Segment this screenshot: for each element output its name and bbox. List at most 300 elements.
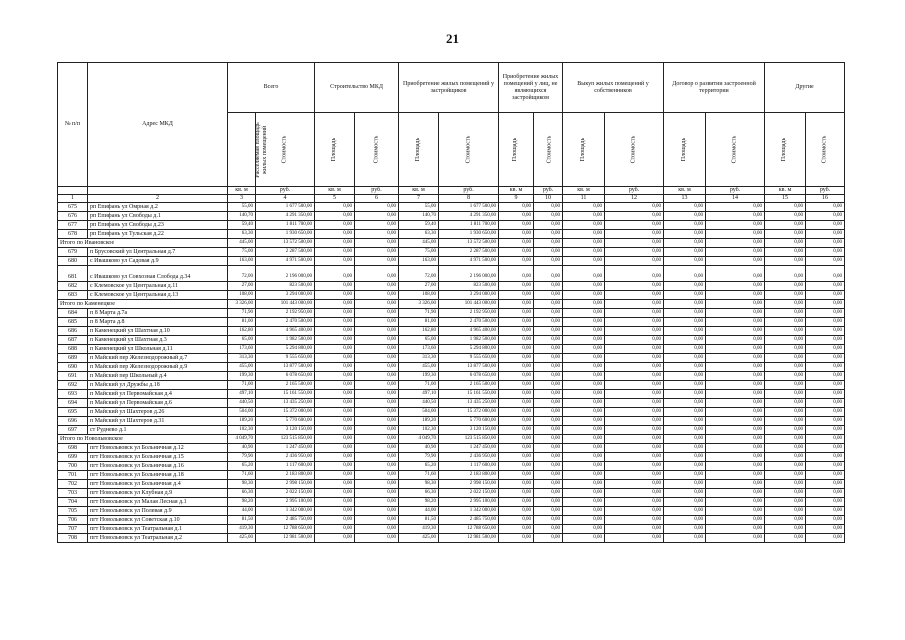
row-number: 696 <box>58 417 88 426</box>
row-value: 0,00 <box>765 471 806 480</box>
row-value: 12 981 500,00 <box>256 534 315 543</box>
row-value: 5 294 800,00 <box>256 345 315 354</box>
row-value: 0,00 <box>355 248 399 257</box>
row-number: 677 <box>58 221 88 230</box>
row-value: 0,00 <box>605 399 664 408</box>
header-row-groups <box>58 63 845 113</box>
row-address: п Каменецкий ул Шахтная д.3 <box>88 336 228 345</box>
header-cost-2 <box>439 113 499 187</box>
row-value: 0,00 <box>355 327 399 336</box>
row-value: 12 981 500,00 <box>439 534 499 543</box>
row-value: 425,00 <box>399 534 439 543</box>
row-value: 0,00 <box>605 248 664 257</box>
table-row <box>58 318 845 327</box>
row-value: 0,00 <box>664 462 706 471</box>
row-value: 0,00 <box>315 417 355 426</box>
row-value: 2 287 500,00 <box>439 248 499 257</box>
row-value: 0,00 <box>806 444 845 453</box>
row-value: 40,90 <box>399 444 439 453</box>
row-value: 4 965 400,00 <box>256 327 315 336</box>
row-value: 504,00 <box>399 408 439 417</box>
row-value: 0,00 <box>499 399 534 408</box>
row-address: ст Руднево д.1 <box>88 426 228 435</box>
row-value: 0,00 <box>499 390 534 399</box>
row-value: 4 291 350,00 <box>256 212 315 221</box>
row-value: 0,00 <box>605 462 664 471</box>
row-value: 0,00 <box>355 318 399 327</box>
row-value: 0,00 <box>664 525 706 534</box>
row-value: 13 877 500,00 <box>439 363 499 372</box>
row-number: 697 <box>58 426 88 435</box>
row-value: 0,00 <box>534 354 563 363</box>
row-value: 0,00 <box>664 408 706 417</box>
row-value: 0,00 <box>664 266 706 282</box>
column-number: 15 <box>765 195 806 203</box>
row-value: 0,00 <box>563 453 605 462</box>
row-value: 2 287 500,00 <box>256 248 315 257</box>
unit-cost: руб. <box>256 187 315 195</box>
row-value: 0,00 <box>315 266 355 282</box>
row-value: 0,00 <box>315 408 355 417</box>
row-value: 0,00 <box>664 381 706 390</box>
row-value: 0,00 <box>605 221 664 230</box>
row-value: 0,00 <box>806 203 845 212</box>
row-value: 0,00 <box>664 489 706 498</box>
row-value: 5 294 800,00 <box>439 345 499 354</box>
row-value: 0,00 <box>534 462 563 471</box>
row-value: 27,00 <box>399 282 439 291</box>
row-value: 455,00 <box>399 363 439 372</box>
row-value: 0,00 <box>355 453 399 462</box>
row-value: 2 192 950,00 <box>256 309 315 318</box>
row-value: 0,00 <box>806 399 845 408</box>
row-address: с Ивашково ул Совхозная Слобода д.34 <box>88 266 228 282</box>
row-value: 0,00 <box>563 381 605 390</box>
row-number: 703 <box>58 489 88 498</box>
row-value: 0,00 <box>605 230 664 239</box>
row-value: 2 470 500,00 <box>439 318 499 327</box>
row-value: 2 998 150,00 <box>256 480 315 489</box>
row-value: 504,00 <box>228 408 256 417</box>
row-value: 4 971 500,00 <box>256 257 315 266</box>
row-value: 0,00 <box>605 453 664 462</box>
row-value: 0,00 <box>355 363 399 372</box>
row-value: 1 982 500,00 <box>439 336 499 345</box>
row-value: 0,00 <box>605 489 664 498</box>
row-value: 0,00 <box>534 318 563 327</box>
row-value: 0,00 <box>806 471 845 480</box>
row-value: 0,00 <box>563 363 605 372</box>
header-total-area-text: Расселяемая площадь жилых помещений <box>255 121 268 178</box>
header-cost-text: Стоимость <box>546 135 553 164</box>
column-number: 6 <box>355 195 399 203</box>
row-value: 0,00 <box>605 381 664 390</box>
row-value: 0,00 <box>315 318 355 327</box>
row-value: 0,00 <box>664 309 706 318</box>
row-value: 0,00 <box>806 534 845 543</box>
table-row <box>58 372 845 381</box>
row-value: 0,00 <box>563 408 605 417</box>
row-value: 0,00 <box>563 399 605 408</box>
row-value: 0,00 <box>664 498 706 507</box>
row-value: 81,00 <box>399 318 439 327</box>
row-number: 694 <box>58 399 88 408</box>
row-value: 0,00 <box>534 426 563 435</box>
row-value: 0,00 <box>315 399 355 408</box>
table-row <box>58 507 845 516</box>
row-address: пгт Новольвовск ул Больничная д.12 <box>88 444 228 453</box>
row-value: 75,00 <box>399 248 439 257</box>
table-row <box>58 489 845 498</box>
row-value: 0,00 <box>706 257 765 266</box>
row-value: 0,00 <box>499 257 534 266</box>
row-value: 71,90 <box>399 309 439 318</box>
row-value: 81,50 <box>399 516 439 525</box>
row-value: 0,00 <box>499 212 534 221</box>
row-value: 0,00 <box>355 498 399 507</box>
row-value: 0,00 <box>765 318 806 327</box>
resettlement-table <box>57 62 845 543</box>
row-value: 13 572 500,00 <box>439 239 499 248</box>
row-value: 0,00 <box>534 327 563 336</box>
column-number: 7 <box>399 195 439 203</box>
row-value: 0,00 <box>563 417 605 426</box>
row-number: 705 <box>58 507 88 516</box>
table-row <box>58 408 845 417</box>
row-value: 0,00 <box>765 291 806 300</box>
table-row <box>58 257 845 266</box>
header-cost-text: Стоимость <box>630 135 637 164</box>
row-value: 0,00 <box>765 453 806 462</box>
row-value: 0,00 <box>499 203 534 212</box>
row-value: 0,00 <box>605 435 664 444</box>
row-value: 0,00 <box>499 525 534 534</box>
header-area-6 <box>765 113 806 187</box>
row-value: 199,30 <box>399 372 439 381</box>
row-value: 419,30 <box>399 525 439 534</box>
row-value: 0,00 <box>806 309 845 318</box>
table-row <box>58 363 845 372</box>
row-value: 0,00 <box>563 336 605 345</box>
row-value: 0,00 <box>499 444 534 453</box>
header-area-text: Площадь <box>580 137 587 162</box>
row-value: 0,00 <box>706 498 765 507</box>
row-value: 0,00 <box>605 408 664 417</box>
row-value: 0,00 <box>765 354 806 363</box>
table-row <box>58 266 845 282</box>
row-value: 0,00 <box>706 381 765 390</box>
row-address: пгт Новольвовск ул Клубная д.9 <box>88 489 228 498</box>
row-value: 440,50 <box>228 399 256 408</box>
row-value: 15 372 000,00 <box>439 408 499 417</box>
row-value: 0,00 <box>499 471 534 480</box>
row-value: 4 971 500,00 <box>439 257 499 266</box>
row-value: 0,00 <box>315 309 355 318</box>
row-number: 704 <box>58 498 88 507</box>
row-value: 0,00 <box>355 282 399 291</box>
row-number: 700 <box>58 462 88 471</box>
row-value: 0,00 <box>315 453 355 462</box>
row-value: 0,00 <box>563 203 605 212</box>
row-number: 682 <box>58 282 88 291</box>
row-value: 0,00 <box>499 417 534 426</box>
row-value: 0,00 <box>806 318 845 327</box>
row-address: пгт Новольвовск ул Больничная д.16 <box>88 462 228 471</box>
header-area-text: Площадь <box>415 137 422 162</box>
row-value: 1 930 650,00 <box>256 230 315 239</box>
row-value: 445,00 <box>228 239 256 248</box>
row-value: 0,00 <box>315 300 355 309</box>
row-value: 0,00 <box>664 336 706 345</box>
row-value: 0,00 <box>355 221 399 230</box>
column-number: 10 <box>534 195 563 203</box>
row-value: 65,00 <box>399 336 439 345</box>
row-value: 0,00 <box>499 435 534 444</box>
row-value: 15 161 550,00 <box>256 390 315 399</box>
row-value: 0,00 <box>664 345 706 354</box>
column-number: 4 <box>256 195 315 203</box>
header-area-3 <box>499 113 534 187</box>
row-value: 0,00 <box>806 480 845 489</box>
row-value: 0,00 <box>315 462 355 471</box>
row-value: 71,00 <box>228 381 256 390</box>
row-value: 0,00 <box>765 435 806 444</box>
row-value: 0,00 <box>806 248 845 257</box>
row-number: 680 <box>58 257 88 266</box>
row-value: 0,00 <box>534 239 563 248</box>
row-value: 71,60 <box>228 471 256 480</box>
row-value: 0,00 <box>605 480 664 489</box>
row-value: 1 811 700,00 <box>256 221 315 230</box>
row-address: п Брусовский ул Центральная д.7 <box>88 248 228 257</box>
row-address: п Майский пер Железнодорожный д.7 <box>88 354 228 363</box>
row-value: 2 485 750,00 <box>439 516 499 525</box>
row-value: 0,00 <box>706 300 765 309</box>
row-value: 0,00 <box>563 525 605 534</box>
row-value: 0,00 <box>765 345 806 354</box>
row-value: 0,00 <box>706 471 765 480</box>
row-value: 0,00 <box>355 212 399 221</box>
unit-cost: руб. <box>605 187 664 195</box>
units-row <box>58 187 845 195</box>
row-value: 173,60 <box>228 345 256 354</box>
row-value: 0,00 <box>315 282 355 291</box>
row-value: 0,00 <box>499 248 534 257</box>
row-value: 59,40 <box>399 221 439 230</box>
row-value: 0,00 <box>499 408 534 417</box>
row-value: 419,30 <box>228 525 256 534</box>
row-value: 0,00 <box>605 282 664 291</box>
row-value: 0,00 <box>499 291 534 300</box>
row-value: 0,00 <box>706 444 765 453</box>
row-value: 0,00 <box>664 257 706 266</box>
row-value: 0,00 <box>806 300 845 309</box>
row-value: 101 443 000,00 <box>256 300 315 309</box>
unit-area: кв. м <box>228 187 256 195</box>
row-value: 98,30 <box>228 480 256 489</box>
header-group-development-agreement: Договор о развитии застроенной территории <box>664 63 765 113</box>
row-value: 0,00 <box>315 257 355 266</box>
row-address: рп Епифань ул Омрная д.2 <box>88 203 228 212</box>
row-value: 0,00 <box>499 327 534 336</box>
row-value: 0,00 <box>765 516 806 525</box>
row-number: 681 <box>58 266 88 282</box>
row-value: 0,00 <box>534 291 563 300</box>
header-group-total: Всего <box>228 63 315 113</box>
row-value: 0,00 <box>355 444 399 453</box>
header-area-1 <box>315 113 355 187</box>
table-row <box>58 516 845 525</box>
row-value: 0,00 <box>355 203 399 212</box>
row-value: 0,00 <box>664 212 706 221</box>
row-value: 0,00 <box>315 212 355 221</box>
row-address: пгт Новольвовск ул Полевая д.9 <box>88 507 228 516</box>
row-value: 0,00 <box>806 507 845 516</box>
row-number: 708 <box>58 534 88 543</box>
row-value: 0,00 <box>563 318 605 327</box>
row-value: 0,00 <box>806 282 845 291</box>
row-value: 4 965 400,00 <box>439 327 499 336</box>
row-value: 0,00 <box>664 417 706 426</box>
row-value: 0,00 <box>355 381 399 390</box>
row-number: 679 <box>58 248 88 257</box>
row-value: 0,00 <box>499 345 534 354</box>
row-value: 1 117 600,00 <box>256 462 315 471</box>
row-value: 0,00 <box>355 462 399 471</box>
row-value: 5 770 600,00 <box>256 417 315 426</box>
row-value: 0,00 <box>355 471 399 480</box>
row-value: 0,00 <box>806 453 845 462</box>
row-value: 0,00 <box>315 336 355 345</box>
row-value: 0,00 <box>765 221 806 230</box>
row-value: 0,00 <box>765 282 806 291</box>
row-value: 123 515 850,00 <box>256 435 315 444</box>
table-row <box>58 354 845 363</box>
row-value: 13 435 250,00 <box>256 399 315 408</box>
row-value: 0,00 <box>706 309 765 318</box>
row-value: 0,00 <box>806 221 845 230</box>
row-value: 0,00 <box>315 444 355 453</box>
header-area-text: Площадь <box>781 137 788 162</box>
table-body <box>58 203 845 543</box>
unit-area: кв. м <box>315 187 355 195</box>
row-value: 0,00 <box>563 309 605 318</box>
row-value: 13 877 500,00 <box>256 363 315 372</box>
column-number: 3 <box>228 195 256 203</box>
row-value: 0,00 <box>765 525 806 534</box>
row-value: 0,00 <box>765 480 806 489</box>
row-value: 0,00 <box>706 336 765 345</box>
header-cost-5 <box>706 113 765 187</box>
row-value: 108,00 <box>228 291 256 300</box>
row-value: 0,00 <box>806 239 845 248</box>
row-value: 1 982 500,00 <box>256 336 315 345</box>
row-value: 0,00 <box>534 471 563 480</box>
column-number: 5 <box>315 195 355 203</box>
row-value: 0,00 <box>605 300 664 309</box>
row-value: 0,00 <box>706 435 765 444</box>
unit-cost: руб. <box>355 187 399 195</box>
row-value: 0,00 <box>765 363 806 372</box>
row-value: 0,00 <box>355 534 399 543</box>
column-number: 9 <box>499 195 534 203</box>
row-value: 0,00 <box>534 300 563 309</box>
header-address: Адрес МКД <box>88 63 228 187</box>
row-value: 0,00 <box>499 516 534 525</box>
row-value: 0,00 <box>355 336 399 345</box>
row-value: 0,00 <box>706 239 765 248</box>
row-value: 823 500,00 <box>256 282 315 291</box>
row-value: 0,00 <box>706 453 765 462</box>
row-value: 3 326,00 <box>399 300 439 309</box>
row-value: 0,00 <box>664 221 706 230</box>
row-value: 65,20 <box>228 462 256 471</box>
header-area-2 <box>399 113 439 187</box>
row-value: 0,00 <box>563 248 605 257</box>
row-value: 0,00 <box>664 453 706 462</box>
row-value: 0,00 <box>806 381 845 390</box>
row-value: 0,00 <box>534 516 563 525</box>
row-value: 79,90 <box>228 453 256 462</box>
row-value: 2 165 500,00 <box>256 381 315 390</box>
row-value: 0,00 <box>806 354 845 363</box>
row-value: 55,00 <box>228 203 256 212</box>
row-value: 0,00 <box>706 489 765 498</box>
row-value: 440,50 <box>399 399 439 408</box>
row-value: 0,00 <box>534 266 563 282</box>
row-value: 0,00 <box>355 480 399 489</box>
row-value: 0,00 <box>605 239 664 248</box>
row-value: 98,20 <box>399 498 439 507</box>
row-value: 0,00 <box>534 345 563 354</box>
row-value: 0,00 <box>765 309 806 318</box>
row-value: 0,00 <box>499 372 534 381</box>
row-value: 13 435 250,00 <box>439 399 499 408</box>
row-value: 0,00 <box>499 318 534 327</box>
row-value: 0,00 <box>765 381 806 390</box>
table-row <box>58 336 845 345</box>
row-value: 0,00 <box>534 534 563 543</box>
row-value: 0,00 <box>664 248 706 257</box>
row-value: 0,00 <box>605 372 664 381</box>
row-value: 0,00 <box>765 257 806 266</box>
row-value: 0,00 <box>315 203 355 212</box>
row-value: 0,00 <box>534 336 563 345</box>
column-number: 2 <box>88 195 228 203</box>
row-value: 0,00 <box>664 327 706 336</box>
row-value: 0,00 <box>706 372 765 381</box>
row-value: 27,00 <box>228 282 256 291</box>
row-value: 81,50 <box>228 516 256 525</box>
row-value: 0,00 <box>534 257 563 266</box>
row-value: 0,00 <box>664 230 706 239</box>
header-group-buyout: Выкуп жилых помещений у собственников <box>563 63 664 113</box>
row-number: 687 <box>58 336 88 345</box>
row-number: 678 <box>58 230 88 239</box>
row-value: 0,00 <box>563 291 605 300</box>
row-value: 0,00 <box>765 462 806 471</box>
row-value: 0,00 <box>499 309 534 318</box>
row-value: 0,00 <box>806 266 845 282</box>
units-blank <box>58 187 88 195</box>
row-value: 102,30 <box>228 426 256 435</box>
header-cost-text: Стоимость <box>373 135 379 164</box>
header-group-developer-purchase: Приобретение жилых помещений у застройщиков <box>399 63 499 113</box>
row-value: 0,00 <box>664 291 706 300</box>
row-value: 0,00 <box>315 363 355 372</box>
row-value: 0,00 <box>706 408 765 417</box>
row-value: 0,00 <box>534 480 563 489</box>
